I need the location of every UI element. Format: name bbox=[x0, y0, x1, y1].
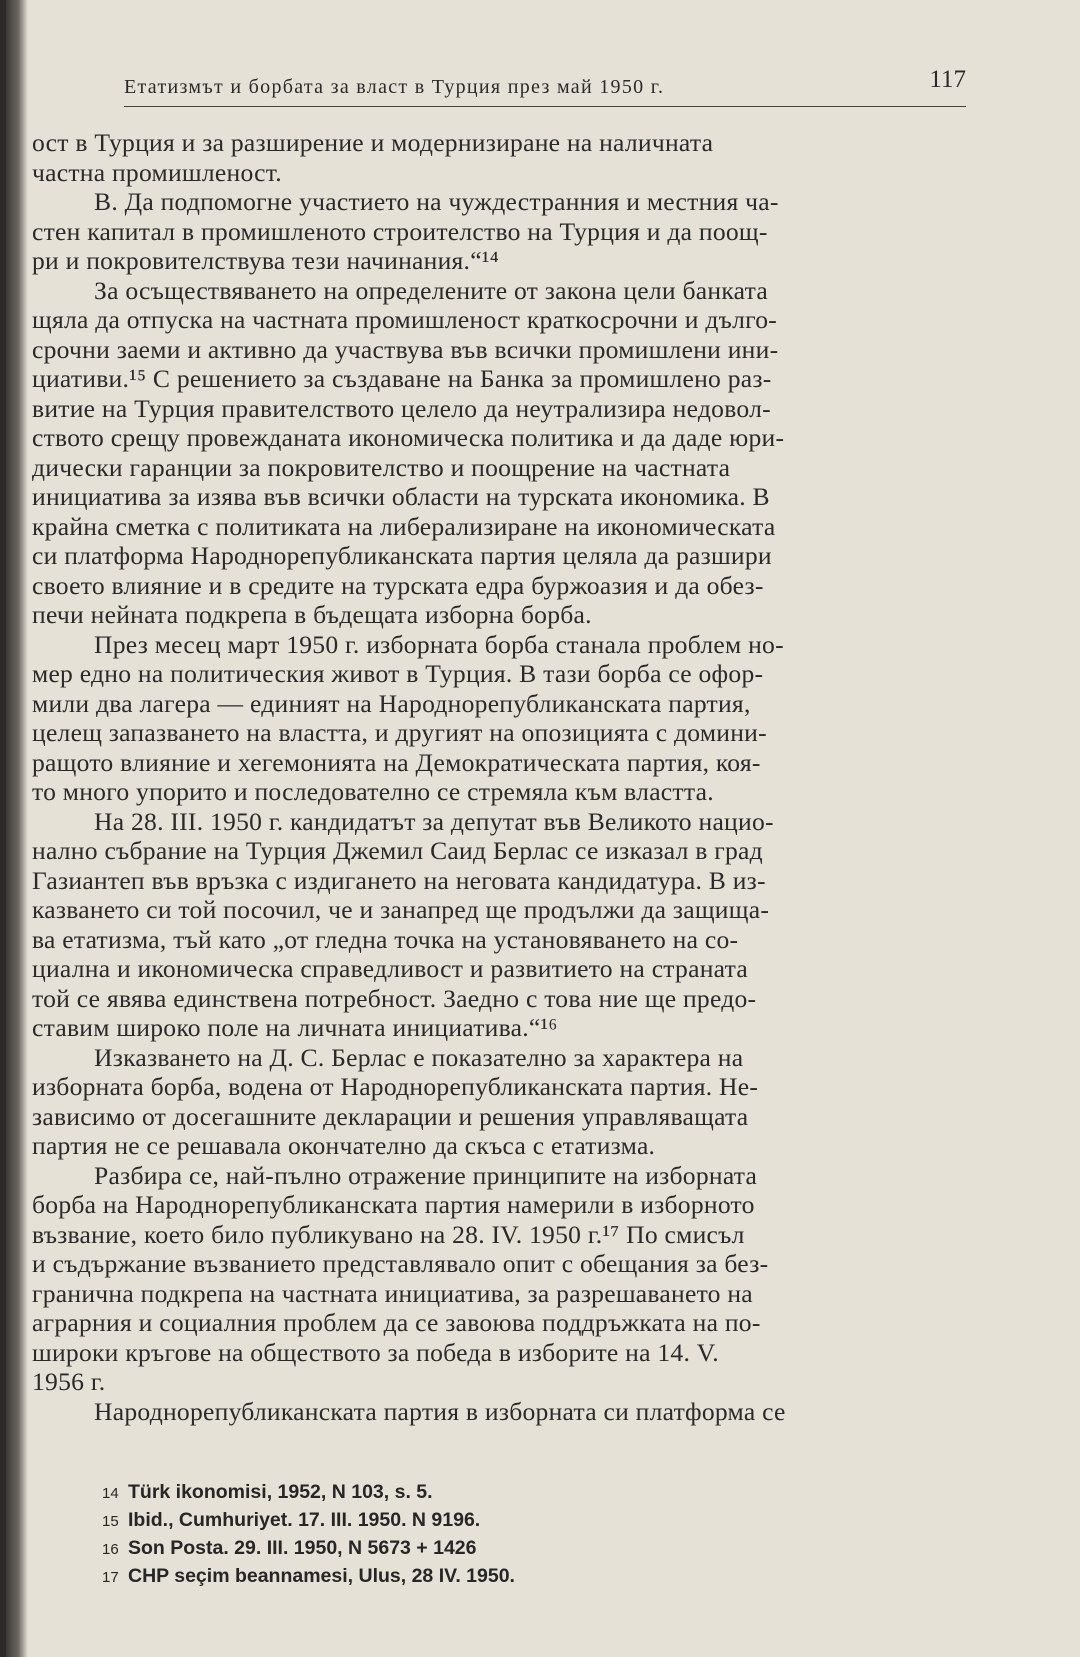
footnote bbox=[102, 1507, 515, 1535]
text-line: ството срещу провежданата икономическа политика и да даде юри- bbox=[32, 423, 785, 452]
footnote-number: 17 bbox=[102, 1569, 119, 1586]
text-line: борба на Народнорепубликанската партия намерили в изборното bbox=[32, 1190, 755, 1219]
text-line: той се явява единствена потребност. Заедно с това ние ще предо- bbox=[32, 983, 757, 1013]
text-line: За осъществяването на определените от закона цели банката bbox=[94, 275, 768, 305]
footnote-number: 14 bbox=[102, 1485, 119, 1502]
text-line: дически гаранции за покровителство и поощрение на частната bbox=[32, 452, 731, 482]
text-line: щяла да отпуска на частната промишленост краткосрочни и дълго- bbox=[32, 305, 778, 334]
text-line: Разбира се, най-пълно отражение принципите на изборната bbox=[94, 1160, 758, 1190]
text-line: аграрния и социалния проблем да се завоюва поддръжката на по- bbox=[32, 1308, 761, 1337]
text-line: инициатива за изява във всички области на турската икономика. В bbox=[32, 482, 770, 511]
binding-shadow bbox=[6, 0, 28, 1657]
text-line: витие на Турция правителството целело да неутрализира недовол- bbox=[32, 393, 771, 423]
text-line: целещ запазването на властта, и другият на опозицията с домини- bbox=[32, 718, 767, 747]
footnotes bbox=[102, 1479, 515, 1591]
body-text bbox=[32, 128, 990, 1426]
footnote-number: 16 bbox=[102, 1541, 119, 1558]
text-line: Народнорепубликанската партия в изборната си платформа се bbox=[94, 1396, 786, 1426]
footnote bbox=[102, 1479, 515, 1507]
footnote bbox=[102, 1563, 515, 1591]
text-line: ри и покровителствува тези начинания.“¹⁴ bbox=[32, 246, 499, 275]
text-line: възвание, което било публикувано на 28. IV. 1950 г.¹⁷ По смисъл bbox=[32, 1219, 745, 1249]
running-title: Етатизмът и борбата за власт в Турция през май 1950 г. bbox=[124, 76, 665, 98]
scanned-page bbox=[6, 0, 1080, 1657]
text-line: крайна сметка с политиката на либерализиране на икономическата bbox=[32, 511, 776, 541]
text-line: ставим широко поле на личната инициатива.“¹⁶ bbox=[32, 1013, 558, 1042]
footnote-text: Ibid., Cumhuriyet. 17. III. 1950. N 9196. bbox=[128, 1509, 481, 1531]
text-line: печи нейната подкрепа в бъдещата изборна борба. bbox=[32, 600, 592, 629]
text-line: срочни заеми и активно да участвува във всички промишлени ини- bbox=[32, 334, 779, 364]
text-line: Газиантеп във връзка с издигането на неговата кандидатура. В из- bbox=[32, 865, 766, 895]
footnote-text: Son Posta. 29. III. 1950, N 5673 + 1426 bbox=[128, 1537, 477, 1559]
page-number: 117 bbox=[929, 66, 966, 93]
text-line: ва етатизма, тъй като „от гледна точка на установяването на со- bbox=[32, 924, 739, 954]
text-line: зависимо от досегашните декларации и решения управляващата bbox=[32, 1101, 749, 1131]
text-line: си платформа Народнорепубликанската партия целяла да разшири bbox=[32, 541, 772, 570]
text-line: циална и икономическа справедливост и развитието на страната bbox=[32, 954, 748, 983]
page-header bbox=[124, 66, 966, 107]
footnote bbox=[102, 1535, 515, 1563]
text-line: На 28. III. 1950 г. кандидатът за депутат във Великото нацио- bbox=[94, 806, 774, 836]
text-line: партия не се решавала окончателно да скъса с етатизма. bbox=[32, 1131, 656, 1160]
text-line: ост в Турция и за разширение и модернизиране на наличната bbox=[32, 128, 714, 157]
footnote-text: CHP seçim beannamesi, Ulus, 28 IV. 1950. bbox=[128, 1565, 515, 1587]
text-line: казването си той посочил, че и занапред ще продължи да защища- bbox=[32, 895, 770, 924]
text-line: мер едно на политическия живот в Турция. В тази борба се офор- bbox=[32, 659, 764, 688]
text-line: 1956 г. bbox=[32, 1367, 106, 1396]
text-line: стен капитал в промишленото строителство на Турция и да поощ- bbox=[32, 216, 768, 246]
text-line: мили два лагера — единият на Народнорепубликанската партия, bbox=[32, 688, 751, 718]
text-line: своето влияние и в средите на турската едра буржоазия и да обез- bbox=[32, 570, 764, 600]
text-line: частна промишленост. bbox=[32, 157, 282, 187]
text-line: широки кръгове на обществото за победа в изборите на 14. V. bbox=[32, 1337, 719, 1367]
text-line: В. Да подпомогне участието на чуждестранния и местния ча- bbox=[94, 187, 779, 216]
text-line: и съдържание възванието представлявало опит с обещания за без- bbox=[32, 1249, 769, 1278]
footnote-text: Türk ikonomisi, 1952, N 103, s. 5. bbox=[128, 1481, 433, 1503]
text-line: нално събрание на Турция Джемил Саид Берлас се изказал в град bbox=[32, 836, 763, 865]
text-line: то много упорито и последователно се стремяла към властта. bbox=[32, 777, 714, 806]
text-line: гранична подкрепа на частната инициатива, за разрешаването на bbox=[32, 1278, 753, 1308]
text-line: изборната борба, водена от Народнорепубликанската партия. Не- bbox=[32, 1072, 759, 1101]
footnote-number: 15 bbox=[102, 1513, 119, 1530]
text-line: През месец март 1950 г. изборната борба станала проблем но- bbox=[94, 629, 784, 659]
text-line: ращото влияние и хегемонията на Демократическата партия, коя- bbox=[32, 747, 761, 777]
text-line: циативи.¹⁵ С решението за създаване на Банка за промишлено раз- bbox=[32, 364, 772, 393]
text-line: Изказването на Д. С. Берлас е показателно за характера на bbox=[94, 1042, 744, 1072]
